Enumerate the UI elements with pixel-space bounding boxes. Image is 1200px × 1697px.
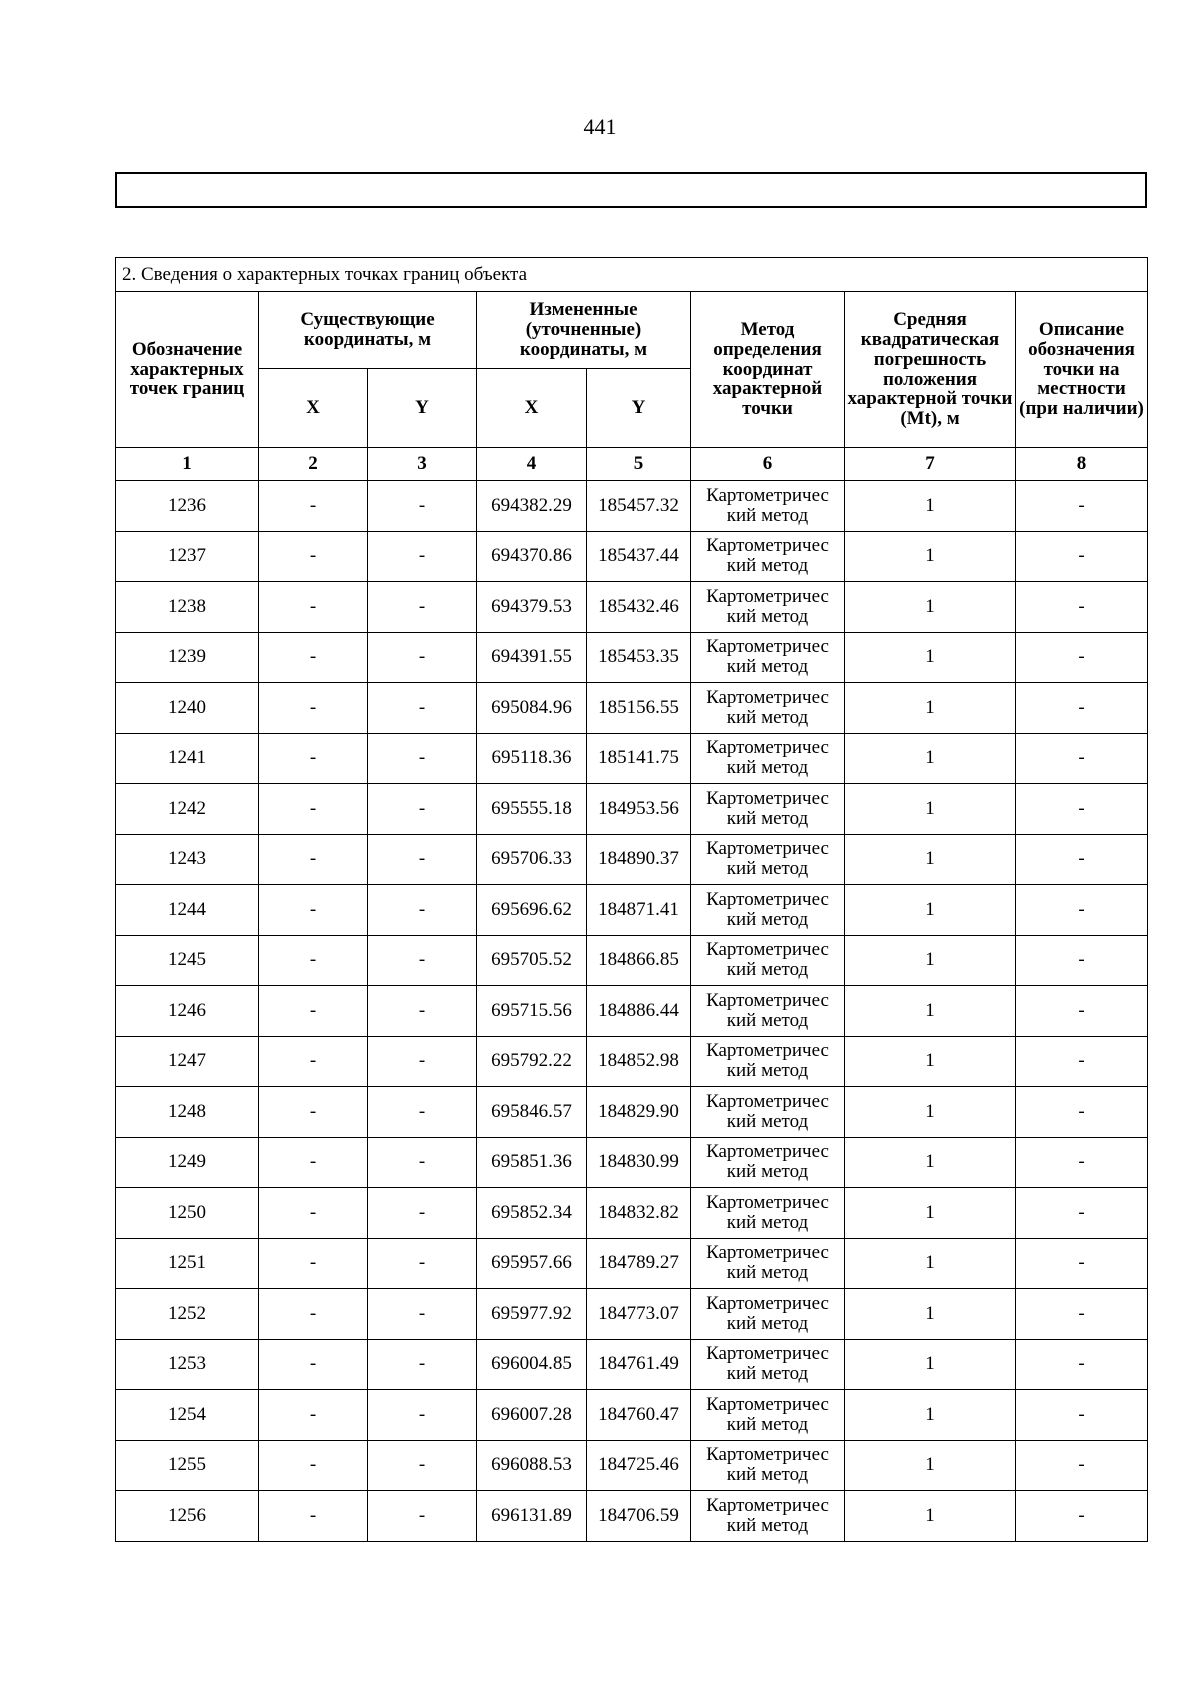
description-cell: - <box>1016 1390 1148 1441</box>
changed-x-cell: 694382.29 <box>477 481 587 532</box>
method-cell <box>691 986 845 1037</box>
method-text-line1: Картометричес <box>706 838 829 860</box>
description-cell: - <box>1016 1188 1148 1239</box>
description-cell: - <box>1016 1289 1148 1340</box>
method-text-line1: Картометричес <box>706 1292 829 1314</box>
point-id-cell: 1256 <box>116 1491 259 1542</box>
description-cell: - <box>1016 1440 1148 1491</box>
point-id-cell: 1238 <box>116 582 259 633</box>
method-text-line2: кий метод <box>726 1464 809 1486</box>
point-id-cell: 1240 <box>116 683 259 734</box>
method-text-line1: Картометричес <box>706 1393 829 1415</box>
method-text-line2: кий метод <box>726 757 809 779</box>
point-id-cell: 1247 <box>116 1036 259 1087</box>
changed-y-cell: 185156.55 <box>587 683 691 734</box>
table-row <box>116 481 1148 532</box>
description-cell: - <box>1016 481 1148 532</box>
changed-y-cell: 184761.49 <box>587 1339 691 1390</box>
boundary-points-table <box>115 257 1148 1542</box>
description-cell: - <box>1016 1087 1148 1138</box>
header-description: Описание обозначения точки на местности (при наличии) <box>1016 292 1148 448</box>
point-id-cell: 1241 <box>116 733 259 784</box>
changed-x-cell: 694379.53 <box>477 582 587 633</box>
section-title: 2. Сведения о характерных точках границ объекта <box>116 258 1148 292</box>
point-id-cell: 1255 <box>116 1440 259 1491</box>
method-text-line1: Картометричес <box>706 1141 829 1163</box>
point-id-cell: 1250 <box>116 1188 259 1239</box>
existing-x-cell: - <box>259 1440 368 1491</box>
accuracy-cell: 1 <box>845 1390 1016 1441</box>
existing-y-cell: - <box>368 531 477 582</box>
method-text-line2: кий метод <box>726 1312 809 1334</box>
method-text-line1: Картометричес <box>706 1444 829 1466</box>
table-row <box>116 632 1148 683</box>
changed-y-cell: 185141.75 <box>587 733 691 784</box>
existing-y-cell: - <box>368 1087 477 1138</box>
column-number: 3 <box>368 448 477 481</box>
method-cell <box>691 1137 845 1188</box>
column-number: 2 <box>259 448 368 481</box>
changed-x-cell: 694391.55 <box>477 632 587 683</box>
header-existing-coordinates: Существующие координаты, м <box>259 292 477 369</box>
changed-x-cell: 696088.53 <box>477 1440 587 1491</box>
existing-y-cell: - <box>368 1137 477 1188</box>
existing-x-cell: - <box>259 683 368 734</box>
column-number: 4 <box>477 448 587 481</box>
accuracy-cell: 1 <box>845 834 1016 885</box>
method-text-line1: Картометричес <box>706 585 829 607</box>
method-cell <box>691 1339 845 1390</box>
method-cell <box>691 683 845 734</box>
method-text-line1: Картометричес <box>706 888 829 910</box>
method-text-line2: кий метод <box>726 1009 809 1031</box>
existing-x-cell: - <box>259 935 368 986</box>
method-text-line2: кий метод <box>726 1363 809 1385</box>
accuracy-cell: 1 <box>845 582 1016 633</box>
method-text-line1: Картометричес <box>706 737 829 759</box>
method-cell <box>691 885 845 936</box>
existing-y-cell: - <box>368 1339 477 1390</box>
method-text-line1: Картометричес <box>706 636 829 658</box>
existing-x-cell: - <box>259 1491 368 1542</box>
existing-y-cell: - <box>368 986 477 1037</box>
method-cell <box>691 632 845 683</box>
table-row <box>116 1289 1148 1340</box>
method-text-line2: кий метод <box>726 1060 809 1082</box>
existing-x-cell: - <box>259 1137 368 1188</box>
method-cell <box>691 1491 845 1542</box>
changed-y-cell: 184953.56 <box>587 784 691 835</box>
description-cell: - <box>1016 1339 1148 1390</box>
column-number: 1 <box>116 448 259 481</box>
method-text-line2: кий метод <box>726 706 809 728</box>
existing-y-cell: - <box>368 632 477 683</box>
method-cell <box>691 481 845 532</box>
existing-x-cell: - <box>259 1339 368 1390</box>
point-id-cell: 1248 <box>116 1087 259 1138</box>
changed-x-cell: 696007.28 <box>477 1390 587 1441</box>
method-text-line2: кий метод <box>726 1110 809 1132</box>
accuracy-cell: 1 <box>845 1188 1016 1239</box>
description-cell: - <box>1016 632 1148 683</box>
point-id-cell: 1242 <box>116 784 259 835</box>
method-text-line1: Картометричес <box>706 535 829 557</box>
method-cell <box>691 733 845 784</box>
method-text-line2: кий метод <box>726 504 809 526</box>
existing-y-cell: - <box>368 582 477 633</box>
changed-y-cell: 185453.35 <box>587 632 691 683</box>
existing-x-cell: - <box>259 885 368 936</box>
method-text-line1: Картометричес <box>706 484 829 506</box>
header-accuracy: Средняя квадратическая погрешность положения характерной точки (Mt), м <box>845 292 1016 448</box>
changed-x-cell: 696131.89 <box>477 1491 587 1542</box>
existing-x-cell: - <box>259 1238 368 1289</box>
changed-x-cell: 695846.57 <box>477 1087 587 1138</box>
accuracy-cell: 1 <box>845 531 1016 582</box>
changed-x-cell: 695715.56 <box>477 986 587 1037</box>
description-cell: - <box>1016 1036 1148 1087</box>
description-cell: - <box>1016 733 1148 784</box>
description-cell: - <box>1016 531 1148 582</box>
table-row <box>116 1087 1148 1138</box>
existing-x-cell: - <box>259 1289 368 1340</box>
existing-y-cell: - <box>368 1390 477 1441</box>
method-text-line1: Картометричес <box>706 1343 829 1365</box>
method-text-line2: кий метод <box>726 1514 809 1536</box>
accuracy-cell: 1 <box>845 1289 1016 1340</box>
method-cell <box>691 582 845 633</box>
accuracy-cell: 1 <box>845 481 1016 532</box>
header-point-designation: Обозначение характерных точек границ <box>116 292 259 448</box>
changed-x-cell: 695792.22 <box>477 1036 587 1087</box>
table-row <box>116 582 1148 633</box>
existing-y-cell: - <box>368 1188 477 1239</box>
column-number: 7 <box>845 448 1016 481</box>
description-cell: - <box>1016 834 1148 885</box>
method-cell <box>691 834 845 885</box>
description-cell: - <box>1016 885 1148 936</box>
column-number: 8 <box>1016 448 1148 481</box>
changed-y-cell: 184832.82 <box>587 1188 691 1239</box>
point-id-cell: 1252 <box>116 1289 259 1340</box>
header-changed-x: X <box>477 369 587 448</box>
changed-y-cell: 184830.99 <box>587 1137 691 1188</box>
accuracy-cell: 1 <box>845 885 1016 936</box>
table-row <box>116 1188 1148 1239</box>
point-id-cell: 1245 <box>116 935 259 986</box>
point-id-cell: 1253 <box>116 1339 259 1390</box>
point-id-cell: 1237 <box>116 531 259 582</box>
existing-y-cell: - <box>368 1238 477 1289</box>
method-cell <box>691 1440 845 1491</box>
table-row <box>116 784 1148 835</box>
changed-y-cell: 184890.37 <box>587 834 691 885</box>
point-id-cell: 1249 <box>116 1137 259 1188</box>
accuracy-cell: 1 <box>845 986 1016 1037</box>
existing-y-cell: - <box>368 733 477 784</box>
table-row <box>116 1036 1148 1087</box>
method-text-line1: Картометричес <box>706 1242 829 1264</box>
point-id-cell: 1251 <box>116 1238 259 1289</box>
changed-y-cell: 184829.90 <box>587 1087 691 1138</box>
method-text-line2: кий метод <box>726 656 809 678</box>
method-cell <box>691 1390 845 1441</box>
method-text-line2: кий метод <box>726 858 809 880</box>
changed-y-cell: 184871.41 <box>587 885 691 936</box>
point-id-cell: 1246 <box>116 986 259 1037</box>
method-text-line2: кий метод <box>726 1211 809 1233</box>
changed-x-cell: 695957.66 <box>477 1238 587 1289</box>
existing-x-cell: - <box>259 1036 368 1087</box>
existing-x-cell: - <box>259 1390 368 1441</box>
table-row <box>116 986 1148 1037</box>
accuracy-cell: 1 <box>845 1339 1016 1390</box>
existing-x-cell: - <box>259 733 368 784</box>
page-number: 441 <box>583 114 617 139</box>
changed-y-cell: 184866.85 <box>587 935 691 986</box>
point-id-cell: 1239 <box>116 632 259 683</box>
description-cell: - <box>1016 1491 1148 1542</box>
method-text-line1: Картометричес <box>706 989 829 1011</box>
changed-x-cell: 695851.36 <box>477 1137 587 1188</box>
description-cell: - <box>1016 784 1148 835</box>
accuracy-cell: 1 <box>845 1036 1016 1087</box>
existing-y-cell: - <box>368 935 477 986</box>
point-id-cell: 1254 <box>116 1390 259 1441</box>
method-text-line1: Картометричес <box>706 1191 829 1213</box>
existing-x-cell: - <box>259 481 368 532</box>
point-id-cell: 1236 <box>116 481 259 532</box>
changed-y-cell: 185437.44 <box>587 531 691 582</box>
method-text-line1: Картометричес <box>706 939 829 961</box>
method-text-line2: кий метод <box>726 908 809 930</box>
changed-x-cell: 695705.52 <box>477 935 587 986</box>
existing-y-cell: - <box>368 481 477 532</box>
header-changed-y: Y <box>587 369 691 448</box>
method-cell <box>691 935 845 986</box>
existing-y-cell: - <box>368 1036 477 1087</box>
method-text-line2: кий метод <box>726 1161 809 1183</box>
changed-x-cell: 696004.85 <box>477 1339 587 1390</box>
header-box <box>115 172 1147 208</box>
changed-x-cell: 694370.86 <box>477 531 587 582</box>
existing-x-cell: - <box>259 531 368 582</box>
point-id-cell: 1243 <box>116 834 259 885</box>
changed-y-cell: 185457.32 <box>587 481 691 532</box>
changed-x-cell: 695084.96 <box>477 683 587 734</box>
description-cell: - <box>1016 683 1148 734</box>
description-cell: - <box>1016 986 1148 1037</box>
method-text-line2: кий метод <box>726 1262 809 1284</box>
table-row <box>116 1440 1148 1491</box>
changed-y-cell: 184760.47 <box>587 1390 691 1441</box>
changed-y-cell: 184773.07 <box>587 1289 691 1340</box>
method-cell <box>691 1289 845 1340</box>
accuracy-cell: 1 <box>845 1440 1016 1491</box>
accuracy-cell: 1 <box>845 1238 1016 1289</box>
changed-x-cell: 695852.34 <box>477 1188 587 1239</box>
existing-x-cell: - <box>259 986 368 1037</box>
table-row <box>116 885 1148 936</box>
method-cell <box>691 531 845 582</box>
method-text-line2: кий метод <box>726 555 809 577</box>
method-text-line2: кий метод <box>726 959 809 981</box>
accuracy-cell: 1 <box>845 784 1016 835</box>
header-existing-x: X <box>259 369 368 448</box>
method-text-line1: Картометричес <box>706 1090 829 1112</box>
method-text-line1: Картометричес <box>706 787 829 809</box>
existing-y-cell: - <box>368 834 477 885</box>
point-id-cell: 1244 <box>116 885 259 936</box>
table-row <box>116 1491 1148 1542</box>
changed-x-cell: 695696.62 <box>477 885 587 936</box>
method-cell <box>691 784 845 835</box>
table-row <box>116 1137 1148 1188</box>
changed-x-cell: 695118.36 <box>477 733 587 784</box>
existing-y-cell: - <box>368 1491 477 1542</box>
existing-x-cell: - <box>259 632 368 683</box>
method-text-line2: кий метод <box>726 605 809 627</box>
changed-y-cell: 185432.46 <box>587 582 691 633</box>
changed-y-cell: 184725.46 <box>587 1440 691 1491</box>
accuracy-cell: 1 <box>845 1137 1016 1188</box>
changed-y-cell: 184852.98 <box>587 1036 691 1087</box>
changed-y-cell: 184886.44 <box>587 986 691 1037</box>
method-text-line1: Картометричес <box>706 1494 829 1516</box>
method-text-line1: Картометричес <box>706 1040 829 1062</box>
accuracy-cell: 1 <box>845 733 1016 784</box>
existing-x-cell: - <box>259 834 368 885</box>
accuracy-cell: 1 <box>845 1491 1016 1542</box>
description-cell: - <box>1016 582 1148 633</box>
existing-x-cell: - <box>259 582 368 633</box>
method-text-line2: кий метод <box>726 807 809 829</box>
header-method: Метод определения координат характерной точки <box>691 292 845 448</box>
accuracy-cell: 1 <box>845 935 1016 986</box>
changed-y-cell: 184789.27 <box>587 1238 691 1289</box>
accuracy-cell: 1 <box>845 1087 1016 1138</box>
changed-x-cell: 695555.18 <box>477 784 587 835</box>
table-row <box>116 1390 1148 1441</box>
table-row <box>116 683 1148 734</box>
table-row <box>116 834 1148 885</box>
column-number: 5 <box>587 448 691 481</box>
method-cell <box>691 1036 845 1087</box>
existing-x-cell: - <box>259 1188 368 1239</box>
existing-y-cell: - <box>368 1440 477 1491</box>
existing-x-cell: - <box>259 784 368 835</box>
description-cell: - <box>1016 1137 1148 1188</box>
description-cell: - <box>1016 935 1148 986</box>
table-row <box>116 531 1148 582</box>
column-number: 6 <box>691 448 845 481</box>
existing-y-cell: - <box>368 1289 477 1340</box>
existing-y-cell: - <box>368 885 477 936</box>
changed-x-cell: 695977.92 <box>477 1289 587 1340</box>
method-cell <box>691 1188 845 1239</box>
accuracy-cell: 1 <box>845 683 1016 734</box>
existing-x-cell: - <box>259 1087 368 1138</box>
existing-y-cell: - <box>368 683 477 734</box>
method-text-line2: кий метод <box>726 1413 809 1435</box>
method-cell <box>691 1238 845 1289</box>
header-changed-coordinates: Измененные (уточненные) координаты, м <box>477 292 691 369</box>
existing-y-cell: - <box>368 784 477 835</box>
changed-x-cell: 695706.33 <box>477 834 587 885</box>
table-row <box>116 733 1148 784</box>
description-cell: - <box>1016 1238 1148 1289</box>
header-existing-y: Y <box>368 369 477 448</box>
table-body <box>116 481 1148 1542</box>
changed-y-cell: 184706.59 <box>587 1491 691 1542</box>
table-row <box>116 1238 1148 1289</box>
method-cell <box>691 1087 845 1138</box>
method-text-line1: Картометричес <box>706 686 829 708</box>
accuracy-cell: 1 <box>845 632 1016 683</box>
table-row <box>116 1339 1148 1390</box>
table-row <box>116 935 1148 986</box>
